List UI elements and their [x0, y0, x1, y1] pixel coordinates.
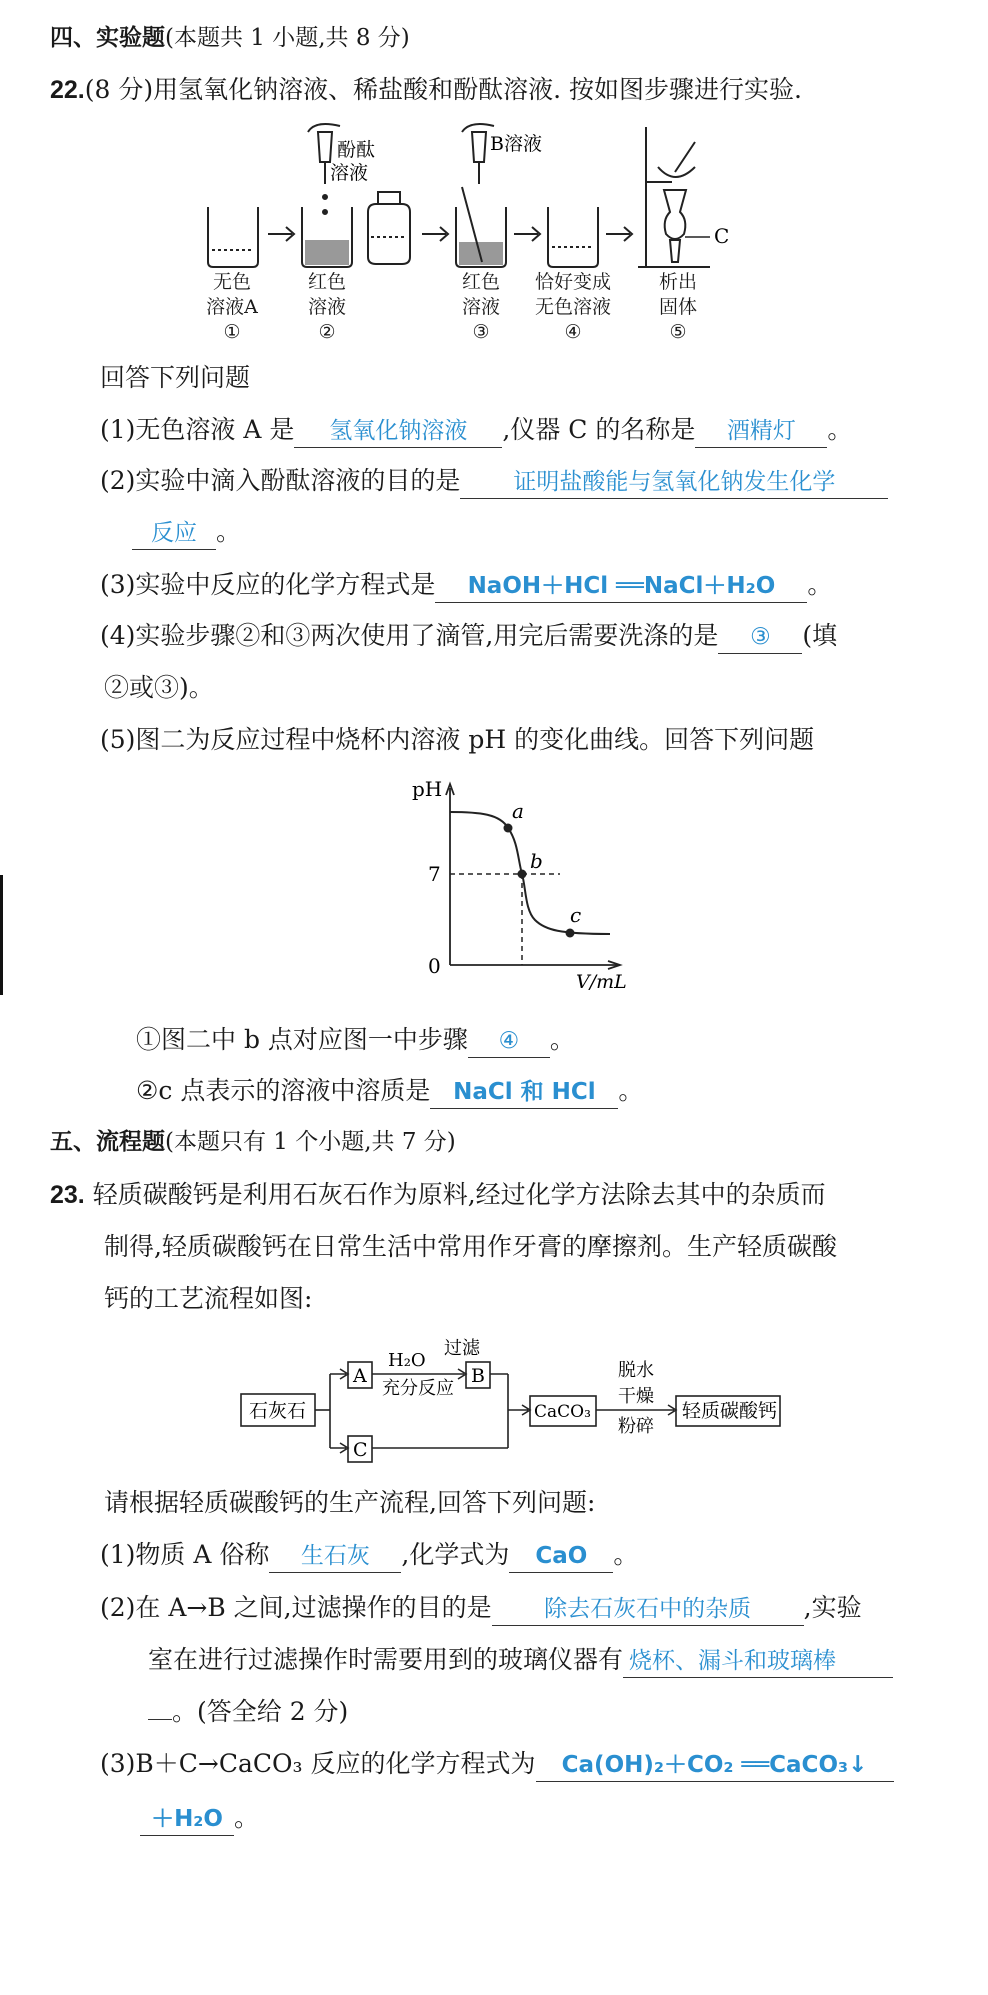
step-3-label	[439, 270, 523, 345]
step-line1: 析出	[658, 271, 697, 293]
q23-part1	[100, 1537, 638, 1573]
answer-blank[interactable]: Ca(OH)₂＋CO₂ ══CaCO₃↓	[536, 1749, 894, 1782]
product-label: 轻质碳酸钙	[682, 1400, 778, 1422]
q23-stem-1	[50, 1177, 826, 1213]
answer-blank[interactable]: 生石灰	[269, 1540, 401, 1573]
answer-blank[interactable]: NaCl 和 HCl	[430, 1076, 618, 1109]
q22-stem	[50, 72, 802, 108]
text: (4)实验步骤②和③两次使用了滴管,用完后需要洗涤的是	[100, 621, 719, 650]
process-flowchart	[238, 1332, 798, 1472]
answer-blank[interactable]: ＋H₂O	[140, 1803, 234, 1836]
text: ①图二中 b 点对应图一中步骤	[136, 1025, 468, 1054]
q23-part3	[100, 1746, 894, 1782]
text: ②c 点表示的溶液中溶质是	[136, 1076, 431, 1105]
text: 。	[618, 1076, 644, 1105]
section-4-heading	[50, 20, 410, 56]
reagent-label-1b: 溶液	[330, 162, 369, 184]
ph7-label: 7	[428, 862, 441, 886]
answer-blank[interactable]: CaO	[509, 1540, 613, 1573]
ph-curve	[450, 812, 610, 934]
crush-label: 粉碎	[618, 1416, 654, 1437]
answer-blank[interactable]: 酒精灯	[695, 415, 827, 448]
point-b-label: b	[530, 849, 543, 873]
answer-blank[interactable]: 除去石灰石中的杂质	[492, 1593, 804, 1626]
b-label: B	[471, 1365, 485, 1387]
question-stem: 轻质碳酸钙是利用石灰石作为原料,经过化学方法除去其中的杂质而	[92, 1180, 826, 1209]
step-5-label	[636, 270, 720, 345]
point-a	[504, 824, 513, 833]
text: (1)物质 A 俗称	[100, 1540, 270, 1569]
point-a-label: a	[512, 799, 524, 823]
text: 。	[613, 1540, 639, 1569]
answer-blank[interactable]: 氢氧化钠溶液	[294, 415, 502, 448]
q23-stem-3: 钙的工艺流程如图:	[104, 1284, 313, 1313]
section-note: (本题只有 1 个小题,共 7 分)	[165, 1129, 456, 1155]
step-number: ①	[223, 321, 241, 343]
filter-label: 过滤	[444, 1338, 480, 1359]
section-title: 四、实验题	[50, 25, 165, 51]
ph-curve-figure	[400, 770, 650, 992]
text: (填	[802, 621, 838, 650]
q22-part4	[100, 618, 837, 654]
step-line1: 红色	[307, 271, 346, 293]
q22-part5: (5)图二为反应过程中烧杯内溶液 pH 的变化曲线。回答下列问题	[100, 725, 815, 754]
text: (3)实验中反应的化学方程式是	[100, 570, 436, 599]
q22-part2	[100, 463, 888, 499]
question-number: 23.	[50, 1181, 85, 1209]
page-edge-mark	[0, 875, 3, 995]
c-label: C	[353, 1439, 368, 1461]
point-b	[518, 870, 527, 879]
q22-part2-cont	[132, 514, 241, 550]
dehydrate-label: 脱水	[618, 1360, 654, 1381]
text: ,仪器 C 的名称是	[502, 415, 696, 444]
text: (1)无色溶液 A 是	[100, 415, 295, 444]
step-2-label	[285, 270, 369, 345]
q22-sub2	[136, 1073, 643, 1109]
experiment-figure	[190, 112, 870, 343]
react-label: 充分反应	[382, 1378, 454, 1399]
answer-blank[interactable]: 证明盐酸能与氢氧化钠发生化学	[460, 466, 888, 499]
text: 。	[549, 1025, 575, 1054]
q22-part3	[100, 567, 832, 603]
blank-tail	[148, 1697, 172, 1720]
q22-part1	[100, 412, 852, 448]
q22-part4-cont: ②或③)。	[104, 673, 214, 702]
section-title: 五、流程题	[50, 1129, 165, 1155]
section-note: (本题共 1 小题,共 8 分)	[165, 25, 410, 51]
answer-blank[interactable]: 烧杯、漏斗和玻璃棒	[623, 1645, 893, 1678]
limestone-label: 石灰石	[249, 1400, 307, 1422]
step-number: ②	[318, 321, 336, 343]
answer-blank[interactable]: NaOH＋HCl ══NaCl＋H₂O	[435, 570, 807, 603]
y-axis-label: pH	[412, 777, 443, 801]
q23-part2-cont	[148, 1642, 893, 1678]
q22-intro: 回答下列问题	[100, 363, 251, 392]
point-c	[566, 929, 575, 938]
q23-intro: 请根据轻质碳酸钙的生产流程,回答下列问题:	[104, 1488, 596, 1517]
a-label: A	[353, 1365, 367, 1387]
point-c-label: c	[570, 903, 582, 927]
step-line1: 恰好变成	[534, 271, 611, 293]
q23-part3-cont	[140, 1800, 259, 1836]
question-stem: (8 分)用氢氧化钠溶液、稀盐酸和酚酞溶液. 按如图步骤进行实验.	[84, 75, 802, 104]
step-line2: 固体	[658, 296, 697, 318]
origin-label: 0	[428, 954, 441, 978]
x-axis-label: V/mL	[576, 971, 627, 992]
reagent-label-1: 酚酞	[337, 139, 376, 161]
q22-sub1	[136, 1022, 575, 1058]
answer-blank[interactable]: ④	[468, 1025, 550, 1058]
text: 。	[216, 517, 242, 546]
step-line1: 红色	[461, 271, 500, 293]
step-line2: 溶液	[461, 296, 500, 318]
step-line2: 无色溶液	[534, 296, 611, 318]
step-1-label	[190, 270, 274, 345]
answer-blank[interactable]: 反应	[132, 517, 216, 550]
step-number: ③	[472, 321, 490, 343]
q23-stem-2: 制得,轻质碳酸钙在日常生活中常用作牙膏的摩擦剂。生产轻质碳酸	[104, 1232, 837, 1261]
question-number: 22.	[50, 76, 85, 104]
step-number: ⑤	[669, 321, 687, 343]
instrument-c-label: C	[714, 224, 730, 248]
reagent-label-2: B溶液	[490, 133, 542, 155]
text: (2)在 A→B 之间,过滤操作的目的是	[100, 1593, 492, 1622]
flowchart-svg	[238, 1332, 798, 1472]
step-line2: 溶液A	[206, 296, 258, 318]
answer-blank[interactable]: ③	[718, 621, 802, 654]
q23-part2	[100, 1590, 862, 1626]
dry-label: 干燥	[618, 1386, 654, 1407]
q23-part2-note	[148, 1694, 348, 1730]
text: 。	[807, 570, 833, 599]
text: ,化学式为	[401, 1540, 510, 1569]
text: 室在进行过滤操作时需要用到的玻璃仪器有	[148, 1645, 624, 1674]
text: (3)B＋C→CaCO₃ 反应的化学方程式为	[100, 1749, 536, 1778]
h2o-label: H₂O	[388, 1350, 426, 1371]
section-5-heading	[50, 1124, 456, 1160]
step-number: ④	[564, 321, 582, 343]
step-line1: 无色	[212, 271, 251, 293]
step-4-label	[523, 270, 623, 345]
text: 。	[827, 415, 853, 444]
caco3-label: CaCO₃	[534, 1402, 591, 1422]
ph-curve-chart	[400, 770, 650, 992]
text: ,实验	[803, 1593, 862, 1622]
text: 。	[234, 1803, 260, 1832]
step-line2: 溶液	[307, 296, 346, 318]
text: 。(答全给 2 分)	[172, 1697, 349, 1726]
text: (2)实验中滴入酚酞溶液的目的是	[100, 466, 461, 495]
